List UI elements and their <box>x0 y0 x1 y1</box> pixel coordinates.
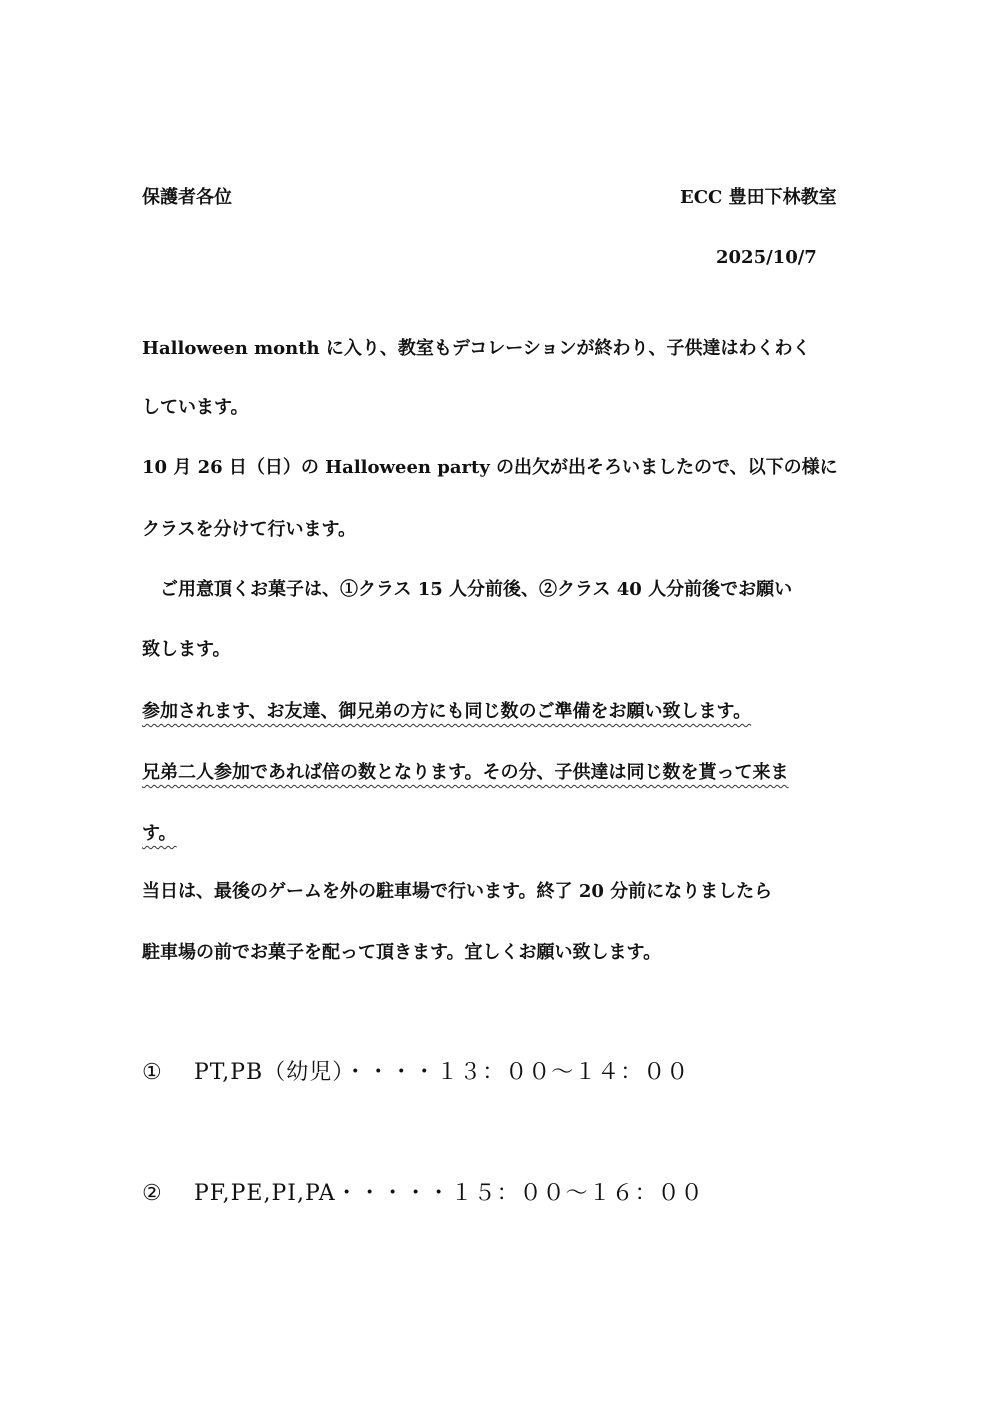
paragraph-1-line-1: Halloween month に入り、教室もデコレーションが終わり、子供達はわくわく <box>142 338 811 359</box>
paragraph-2-line-1: 10 月 26 日（日）の Halloween party の出欠が出そろいましたので、以下の様に <box>142 457 838 478</box>
schedule-item-1-text: PT,PB（幼児）・・・・１３：００～１４：００ <box>194 1060 690 1085</box>
paragraph-5-line-2: 駐車場の前でお菓子を配って頂きます。宜しくお願い致します。 <box>142 942 662 963</box>
paragraph-2-line-2: クラスを分けて行います。 <box>142 519 357 540</box>
recipient: 保護者各位 <box>142 187 232 208</box>
paragraph-4-line-2: 兄弟二人参加であれば倍の数となります。その分、子供達は同じ数を貰って来ま <box>142 762 789 783</box>
schedule-item-1 <box>142 1059 689 1087</box>
paragraph-4-line-3: す。 <box>142 823 177 844</box>
schedule-item-2-number: ② <box>142 1181 163 1206</box>
paragraph-4-line-1: 参加されます、お友達、御兄弟の方にも同じ数のご準備をお願い致します。 <box>142 701 752 722</box>
schedule-item-1-number: ① <box>142 1060 163 1085</box>
schedule-item-2-text: PF,PE,PI,PA・・・・・１５：００～１６：００ <box>194 1181 704 1206</box>
paragraph-5-line-1: 当日は、最後のゲームを外の駐車場で行います。終了 20 分前になりましたら <box>142 881 773 902</box>
paragraph-1-line-2: しています。 <box>142 397 249 418</box>
sender: ECC 豊田下林教室 <box>680 187 837 208</box>
date: 2025/10/7 <box>716 247 817 268</box>
paragraph-3-line-1: ご用意頂くお菓子は、①クラス 15 人分前後、②クラス 40 人分前後でお願い <box>142 579 793 600</box>
paragraph-3-line-2: 致します。 <box>142 639 231 660</box>
schedule-item-2 <box>142 1180 704 1208</box>
